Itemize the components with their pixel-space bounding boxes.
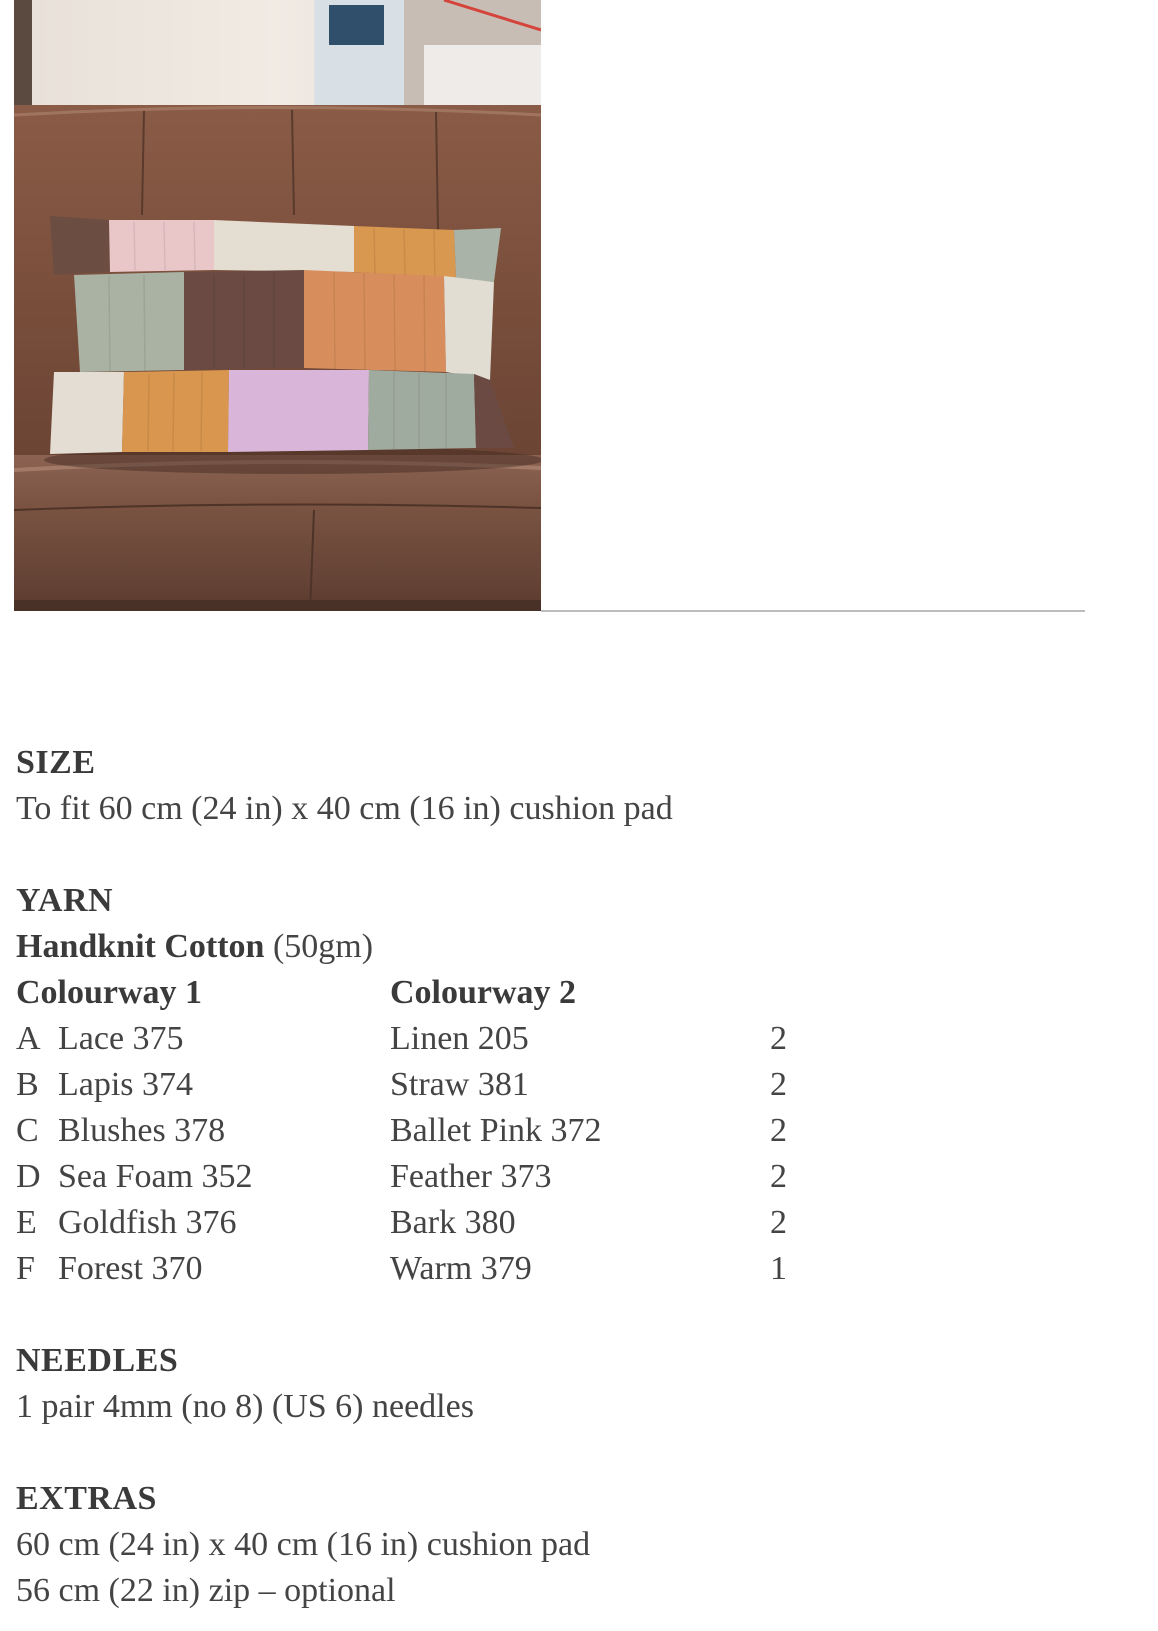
colourway1-shade: Sea Foam 352: [58, 1158, 253, 1195]
extras-heading: EXTRAS: [16, 1480, 157, 1517]
cushion-photo-illustration: [14, 0, 541, 611]
colourway2-shade: Ballet Pink 372: [390, 1112, 602, 1149]
photo-divider-line: [541, 610, 1085, 612]
yarn-quantity: 2: [770, 1020, 787, 1057]
colourway1-shade: Lapis 374: [58, 1066, 194, 1103]
yarn-table: [16, 970, 1116, 1292]
colourway1-shade: Forest 370: [58, 1250, 203, 1287]
yarn-letter: C: [16, 1112, 39, 1149]
yarn-quantity: 2: [770, 1204, 787, 1241]
colourway2-shade: Warm 379: [390, 1250, 532, 1287]
yarn-product-name: Handknit Cotton: [16, 928, 265, 965]
colourway1-shade: Lace 375: [58, 1020, 184, 1057]
yarn-letter: B: [16, 1066, 39, 1103]
yarn-quantity: 2: [770, 1066, 787, 1103]
yarn-row: [16, 1062, 1116, 1108]
colourway1-header: Colourway 1: [16, 974, 203, 1011]
yarn-letter: F: [16, 1250, 35, 1287]
yarn-quantity: 2: [770, 1158, 787, 1195]
yarn-quantity: 1: [770, 1250, 787, 1287]
colourway2-shade: Linen 205: [390, 1020, 529, 1057]
extras-line-1: 60 cm (24 in) x 40 cm (16 in) cushion pad: [16, 1526, 591, 1563]
yarn-product-weight: (50gm): [272, 928, 374, 965]
size-heading: SIZE: [16, 744, 96, 781]
cushion-photo: [14, 0, 541, 611]
colourway2-header: Colourway 2: [390, 974, 577, 1011]
yarn-heading: YARN: [16, 882, 114, 919]
yarn-row: [16, 1016, 1116, 1062]
pattern-details: [16, 740, 1116, 1614]
yarn-product: [16, 924, 1116, 970]
yarn-row: [16, 1108, 1116, 1154]
yarn-table-header: [16, 970, 1116, 1016]
needles-text: 1 pair 4mm (no 8) (US 6) needles: [16, 1388, 474, 1425]
yarn-quantity: 2: [770, 1112, 787, 1149]
colourway2-shade: Feather 373: [390, 1158, 552, 1195]
yarn-letter: A: [16, 1020, 41, 1057]
extras-line-2: 56 cm (22 in) zip – optional: [16, 1572, 396, 1609]
yarn-letter: D: [16, 1158, 41, 1195]
size-text: To fit 60 cm (24 in) x 40 cm (16 in) cushion pad: [16, 790, 673, 827]
yarn-letter: E: [16, 1204, 37, 1241]
colourway2-shade: Bark 380: [390, 1204, 516, 1241]
colourway1-shade: Blushes 378: [58, 1112, 226, 1149]
yarn-row: [16, 1200, 1116, 1246]
yarn-row: [16, 1246, 1116, 1292]
yarn-row: [16, 1154, 1116, 1200]
needles-heading: NEEDLES: [16, 1342, 179, 1379]
colourway2-shade: Straw 381: [390, 1066, 529, 1103]
colourway1-shade: Goldfish 376: [58, 1204, 237, 1241]
